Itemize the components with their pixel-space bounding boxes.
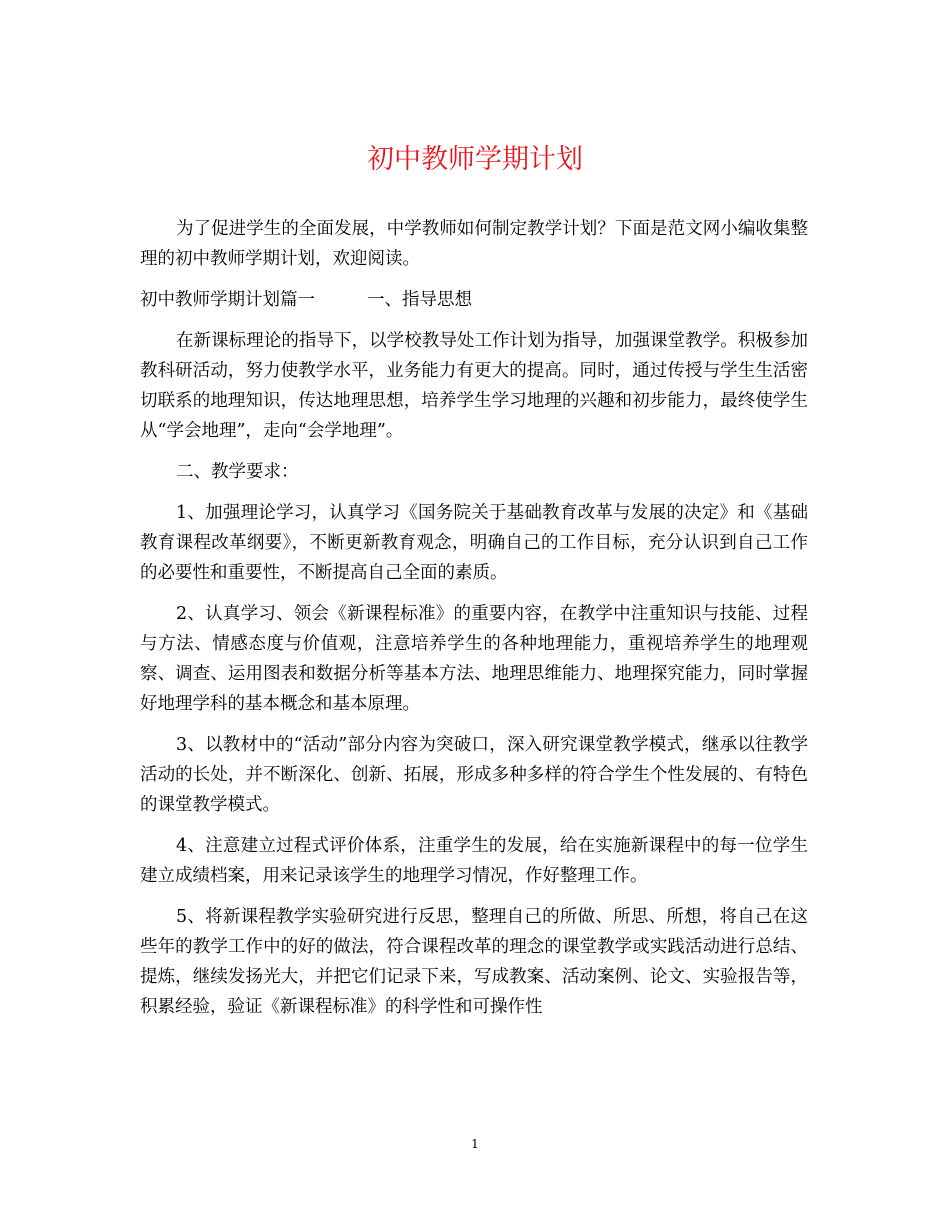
requirement-item-2: 2、认真学习、领会《新课程标准》的重要内容，在教学中注重知识与技能、过程与方法、情感态度与价值观，注意培养学生的各种地理能力，重视培养学生的地理观察、调查、运用图表和数据分析等基本方法、地理思维能力、地理探究能力，同时掌握好地理学科的基本概念和基本原理。 xyxy=(140,604,808,714)
requirement-item-3: 3、以教材中的“活动”部分内容为突破口，深入研究课堂教学模式，继承以往教学活动的长处，并不断深化、创新、拓展，形成多种多样的符合学生个性发展的、有特色的课堂教学模式。 xyxy=(140,735,808,815)
section-subtitle: 一、指导思想 xyxy=(367,290,472,310)
page-number: 1 xyxy=(471,1137,479,1151)
guiding-thought-paragraph: 在新课标理论的指导下，以学校教导处工作计划为指导，加强课堂教学。积极参加教科研活动，努力使教学水平，业务能力有更大的提高。同时，通过传授与学生生活密切联系的地理知识，传达地理思想，培养学生学习地理的兴趣和初步能力，最终使学生从“学会地理”，走向“会学地理”。 xyxy=(140,331,808,441)
intro-paragraph: 为了促进学生的全面发展，中学教师如何制定教学计划？下面是范文网小编收集整理的初中教师学期计划，欢迎阅读。 xyxy=(140,219,808,269)
document-body xyxy=(140,214,808,1033)
page-title: 初中教师学期计划 xyxy=(367,144,583,175)
section-heading xyxy=(140,285,808,315)
requirement-item-4: 4、注意建立过程式评价体系，注重学生的发展，给在实施新课程中的每一位学生建立成绩档案，用来记录该学生的地理学习情况，作好整理工作。 xyxy=(140,836,808,886)
section-part-label: 初中教师学期计划篇一 xyxy=(140,290,315,310)
teaching-requirements-heading: 二、教学要求： xyxy=(176,462,299,482)
requirement-item-1: 1、加强理论学习，认真学习《国务院关于基础教育改革与发展的决定》和《基础教育课程改革纲要》，不断更新教育观念，明确自己的工作目标，充分认识到自己工作的必要性和重要性，不断提高自己全面的素质。 xyxy=(140,503,808,583)
requirement-item-5: 5、将新课程教学实验研究进行反思，整理自己的所做、所思、所想，将自己在这些年的教学工作中的好的做法，符合课程改革的理念的课堂教学或实践活动进行总结、提炼，继续发扬光大，并把它们记录下来，写成教案、活动案例、论文、实验报告等，积累经验，验证《新课程标准》的科学性和可操作性 xyxy=(140,907,808,1017)
